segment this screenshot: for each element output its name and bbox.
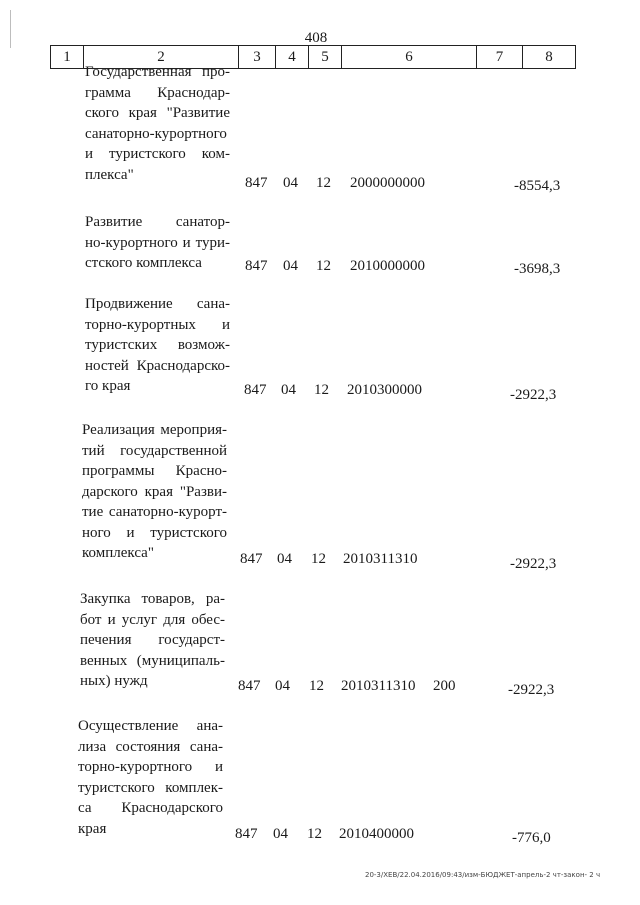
cell-section: 04 <box>273 826 288 842</box>
cell-target-article: 2000000000 <box>350 175 425 191</box>
cell-amount: -776,0 <box>512 830 551 846</box>
cell-subsection: 12 <box>307 826 322 842</box>
header-col-5: 5 <box>309 46 342 68</box>
document-footer: 20-3/ХЕВ/22.04.2016/09:43/изм-БЮДЖЕТ-апрель-2 чт-закон- 2 ч <box>365 871 601 879</box>
scan-edge-mark <box>10 10 11 48</box>
header-col-7: 7 <box>477 46 523 68</box>
row-description: Осуществление ана- лиза состояния сана- торно-курортного и туристского комплек- са Краснодарского края <box>78 718 223 837</box>
cell-target-article: 2010300000 <box>347 382 422 398</box>
header-col-6: 6 <box>342 46 477 68</box>
header-col-3: 3 <box>239 46 276 68</box>
cell-subsection: 12 <box>316 175 331 191</box>
cell-section: 04 <box>281 382 296 398</box>
cell-section: 04 <box>277 551 292 567</box>
row-description: Государственная про- грамма Краснодар- ского края "Развитие санаторно-курортного и туристского ком- плекса" <box>85 64 230 183</box>
cell-ministry: 847 <box>240 551 263 567</box>
cell-ministry: 847 <box>244 382 267 398</box>
row-description: Закупка товаров, ра- бот и услуг для обес- печения государст- венных (муниципаль- ных) нужд <box>80 591 225 689</box>
header-col-8: 8 <box>523 46 576 68</box>
row-description: Реализация мероприя- тий государственной программы Красно- дарского края "Разви- тие санаторно-курорт- ного и туристского комплекса" <box>82 422 227 561</box>
header-col-2: 2 <box>84 46 239 68</box>
cell-amount: -3698,3 <box>514 261 561 277</box>
row-description: Продвижение сана- торно-курортных и туристских возмож- ностей Краснодарско- го края <box>85 296 230 394</box>
cell-ministry: 847 <box>238 678 261 694</box>
cell-ministry: 847 <box>235 826 258 842</box>
cell-amount: -2922,3 <box>510 387 557 403</box>
header-col-4: 4 <box>276 46 309 68</box>
cell-subsection: 12 <box>314 382 329 398</box>
cell-amount: -2922,3 <box>508 682 555 698</box>
cell-ministry: 847 <box>245 258 268 274</box>
cell-section: 04 <box>283 258 298 274</box>
cell-amount: -2922,3 <box>510 556 557 572</box>
cell-section: 04 <box>283 175 298 191</box>
cell-amount: -8554,3 <box>514 178 561 194</box>
cell-target-article: 2010400000 <box>339 826 414 842</box>
cell-subsection: 12 <box>316 258 331 274</box>
row-description: Развитие санатор- но-курортного и тури- стского комплекса <box>85 214 230 271</box>
cell-subsection: 12 <box>311 551 326 567</box>
cell-ministry: 847 <box>245 175 268 191</box>
cell-target-article: 2010311310 <box>343 551 418 567</box>
page-number: 408 <box>304 30 328 46</box>
header-col-1: 1 <box>51 46 84 68</box>
cell-section: 04 <box>275 678 290 694</box>
cell-target-article: 2010000000 <box>350 258 425 274</box>
cell-target-article: 2010311310 <box>341 678 416 694</box>
cell-expense-type: 200 <box>433 678 456 694</box>
cell-subsection: 12 <box>309 678 324 694</box>
